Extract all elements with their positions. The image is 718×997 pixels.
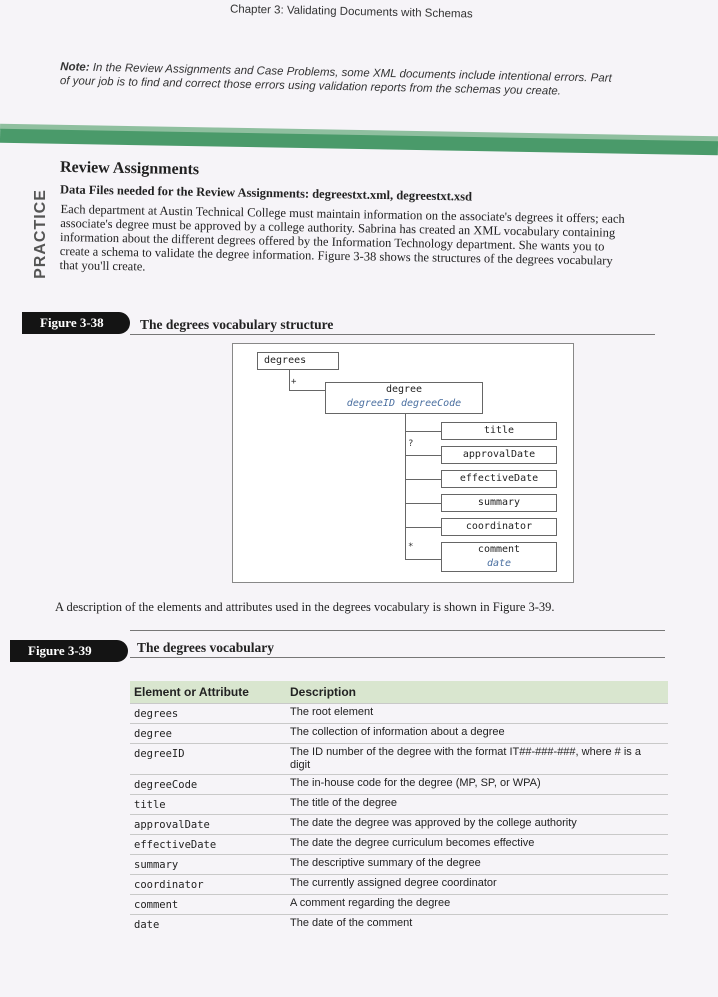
divider bbox=[130, 630, 665, 631]
figure-39-label: Figure 3-39 bbox=[10, 640, 128, 662]
chapter-header: Chapter 3: Validating Documents with Schemas bbox=[229, 3, 473, 21]
connector bbox=[405, 455, 441, 456]
connector bbox=[289, 390, 325, 391]
table-row bbox=[130, 895, 668, 915]
connector bbox=[405, 503, 441, 504]
description-cell: The ID number of the degree with the format IT##-###-###, where # is a digit bbox=[286, 744, 668, 775]
degree-node bbox=[325, 382, 483, 414]
review-paragraph: Each department at Austin Technical College must maintain information on the associate's degrees it offers; each associate's degree must be approved by a college authority. Sabrina has created an XML vocabulary containing information about the different degrees offered by the Information Technology department. She wants you to create a schema to validate the degree information. Figure 3-38 shows the structures of the degrees vocabulary that you'll create. bbox=[59, 202, 625, 274]
description-cell: The currently assigned degree coordinator bbox=[286, 875, 668, 895]
figure-38-rule bbox=[130, 334, 655, 335]
table-row bbox=[130, 915, 668, 935]
note-label: Note: bbox=[60, 61, 90, 74]
figure-38-label: Figure 3-38 bbox=[22, 312, 130, 334]
comment-label: comment bbox=[477, 544, 521, 555]
optional-symbol: ? bbox=[408, 439, 414, 449]
description-cell: The collection of information about a degree bbox=[286, 724, 668, 744]
table-row bbox=[130, 704, 668, 724]
description-cell: The descriptive summary of the degree bbox=[286, 855, 668, 875]
note-text: In the Review Assignments and Case Problems, some XML documents include intentional errors. Part of your job is to find and correct those errors using validation reports from the schemas you create. bbox=[59, 61, 612, 98]
description-cell: The date of the comment bbox=[286, 915, 668, 935]
element-cell: coordinator bbox=[130, 875, 286, 895]
description-cell: The in-house code for the degree (MP, SP, or WPA) bbox=[286, 775, 668, 795]
vocabulary-table bbox=[130, 681, 668, 934]
table-row bbox=[130, 855, 668, 875]
note-paragraph bbox=[60, 60, 620, 100]
practice-tab: PRACTICE bbox=[31, 189, 49, 279]
connector bbox=[405, 559, 441, 560]
table-row bbox=[130, 795, 668, 815]
description-sentence: A description of the elements and attributes used in the degrees vocabulary is shown in Figure 3-39. bbox=[55, 600, 555, 614]
connector bbox=[289, 370, 290, 390]
connector bbox=[405, 431, 441, 432]
element-cell: degreeID bbox=[130, 744, 286, 775]
element-cell: summary bbox=[130, 855, 286, 875]
data-files-line: Data Files needed for the Review Assignments: degreestxt.xml, degreestxt.xsd bbox=[59, 182, 473, 204]
connector bbox=[405, 527, 441, 528]
table-row bbox=[130, 835, 668, 855]
plus-symbol: + bbox=[291, 377, 297, 387]
element-cell: approvalDate bbox=[130, 815, 286, 835]
header-element: Element or Attribute bbox=[130, 681, 286, 704]
element-cell: degrees bbox=[130, 704, 286, 724]
degree-attributes: degreeID degreeCode bbox=[346, 398, 462, 409]
element-cell: comment bbox=[130, 895, 286, 915]
description-cell: The root element bbox=[286, 704, 668, 724]
element-cell: degreeCode bbox=[130, 775, 286, 795]
figure-38-title: The degrees vocabulary structure bbox=[140, 317, 334, 332]
review-title: Review Assignments bbox=[59, 158, 200, 179]
structure-diagram bbox=[232, 343, 574, 583]
comment-node bbox=[441, 542, 557, 572]
table-row bbox=[130, 724, 668, 744]
element-cell: date bbox=[130, 915, 286, 935]
degree-label: degree bbox=[385, 384, 423, 395]
table-row bbox=[130, 815, 668, 835]
element-cell: title bbox=[130, 795, 286, 815]
table-row bbox=[130, 875, 668, 895]
summary-node: summary bbox=[441, 494, 557, 512]
description-cell: A comment regarding the degree bbox=[286, 895, 668, 915]
table-row bbox=[130, 775, 668, 795]
title-node: title bbox=[441, 422, 557, 440]
element-cell: degree bbox=[130, 724, 286, 744]
connector bbox=[405, 479, 441, 480]
effectivedate-node: effectiveDate bbox=[441, 470, 557, 488]
approvaldate-node: approvalDate bbox=[441, 446, 557, 464]
coordinator-node: coordinator bbox=[441, 518, 557, 536]
repeat-symbol: * bbox=[408, 542, 414, 552]
connector bbox=[405, 414, 406, 559]
table-row bbox=[130, 744, 668, 775]
table-header-row bbox=[130, 681, 668, 704]
figure-39-title: The degrees vocabulary bbox=[137, 640, 274, 655]
description-cell: The date the degree was approved by the college authority bbox=[286, 815, 668, 835]
figure-39-rule bbox=[130, 657, 665, 658]
degrees-node: degrees bbox=[257, 352, 339, 370]
comment-attribute: date bbox=[486, 558, 512, 569]
element-cell: effectiveDate bbox=[130, 835, 286, 855]
description-cell: The date the degree curriculum becomes effective bbox=[286, 835, 668, 855]
header-description: Description bbox=[286, 681, 668, 704]
description-cell: The title of the degree bbox=[286, 795, 668, 815]
